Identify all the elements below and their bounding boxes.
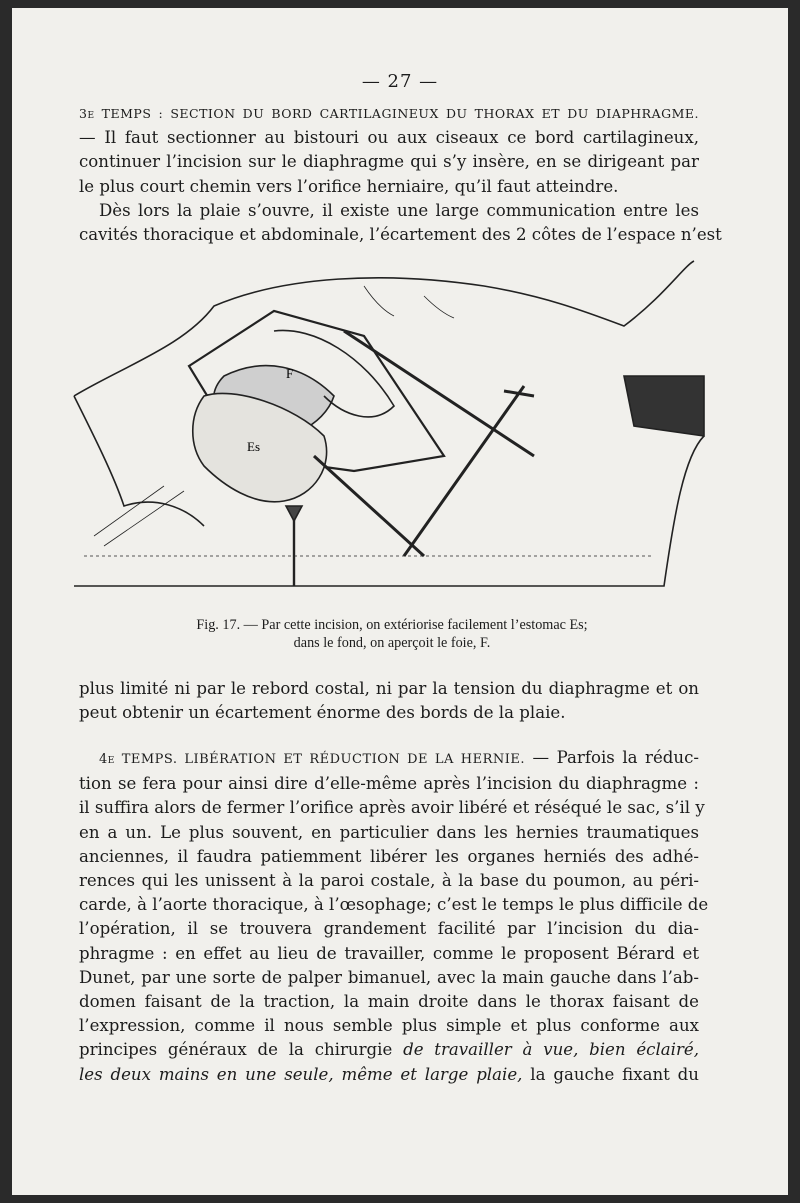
section-4-heading: 4e TEMPS. LIBÉRATION ET RÉDUCTION DE LA HERNIE. [99,752,526,767]
section-3 [79,102,722,247]
text-line: plus limité ni par le rebord costal, ni par la tension du diaphragme et on [79,679,699,698]
section-3-heading: 3e TEMPS : SECTION DU BORD CARTILAGINEUX DU THORAX ET DU DIAPHRAGME. [79,106,699,121]
text-line: domen faisant de la traction, la main droite dans le thorax faisant de [79,992,699,1012]
continuation-paragraph [79,677,699,725]
text-line: l’expression, comme il nous semble plus simple et plus conforme aux [79,1016,699,1036]
section-4 [79,746,709,1087]
caption-line-1: Fig. 17. — Par cette incision, on extériorise facilement l’estomac Es; [196,617,588,633]
text-line: rences qui les unissent à la paroi costale, à la base du poumon, au péri- [79,871,699,891]
text-line: anciennes, il faudra patiemment libérer les organes herniés des adhé- [79,846,699,866]
surgical-illustration [64,256,714,616]
text-line: — Il faut sectionner au bistouri ou aux ciseaux ce bord cartilagineux, [79,128,699,148]
label-f: F [286,366,294,381]
text-line: en a un. Le plus souvent, en particulier dans les hernies traumatiques [79,822,699,842]
document-page [12,8,788,1195]
text-line: tion se fera pour ainsi dire d’elle-même après l’incision du diaphragme : [79,774,699,794]
text-line: principes généraux de la chirurgie de travailler à vue, bien éclairé, [79,1040,699,1060]
text-line: peut obtenir un écartement énorme des bords de la plaie. [79,703,566,723]
text-line: les deux mains en une seule, même et large plaie, la gauche fixant du [79,1064,699,1084]
text-line: phragme : en effet au lieu de travailler, comme le proposent Bérard et [79,943,699,963]
figure-illustration [64,256,714,616]
text-line: Dunet, par une sorte de palper bimanuel, avec la main gauche dans l’ab- [79,967,699,987]
page-number: — 27 — [361,71,439,92]
section-4-heading-line: 4e TEMPS. LIBÉRATION ET RÉDUCTION DE LA HERNIE. — Parfois la réduc- [99,748,699,767]
text-line: cavités thoracique et abdominale, l’écartement des 2 côtes de l’espace n’est [79,225,722,245]
caption-line-2: dans le fond, on aperçoit le foie, F. [293,635,491,651]
text-line: il suffira alors de fermer l’orifice après avoir libéré et réséqué le sac, s’il y [79,798,705,818]
text-line: le plus court chemin vers l’orifice herniaire, qu’il faut atteindre. [79,176,619,196]
text-line: continuer l’incision sur le diaphragme qui s’y insère, en se dirigeant par [79,152,699,172]
figure-caption [132,616,652,652]
text-line: Dès lors la plaie s’ouvre, il existe une large communication entre les [99,200,699,220]
text-line: carde, à l’aorte thoracique, à l’œsophage; c’est le temps le plus difficile de [79,895,709,915]
text-line: l’opération, il se trouvera grandement facilité par l’incision du dia- [79,919,699,939]
label-es: Es [247,439,260,454]
